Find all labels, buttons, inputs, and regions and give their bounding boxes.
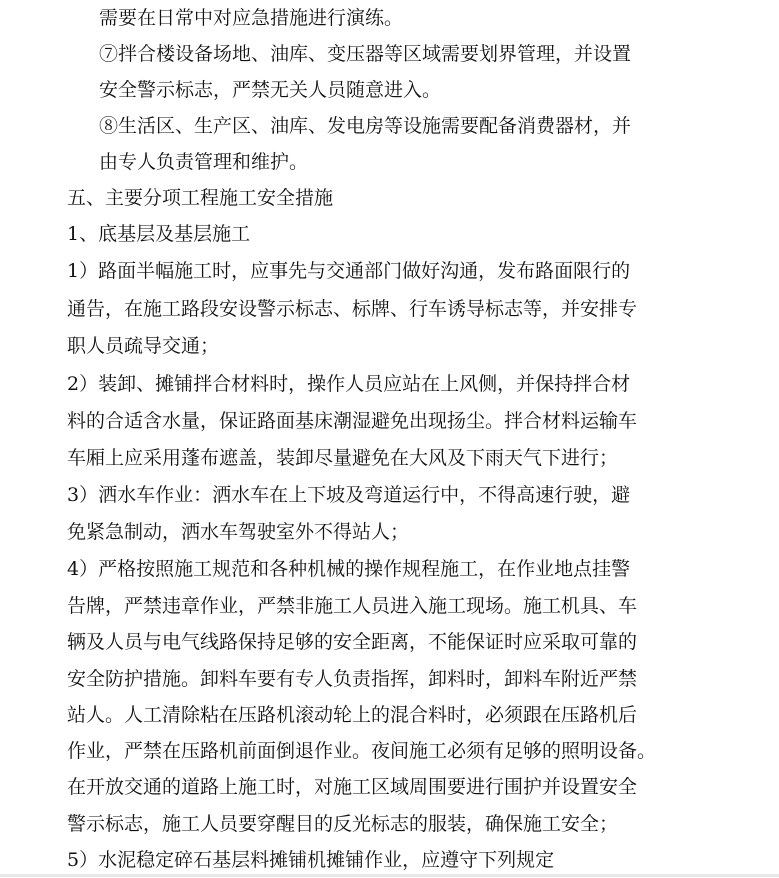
text-line: 安全警示标志，严禁无关人员随意进入。 — [99, 79, 442, 101]
text-line: 需要在日常中对应急措施进行演练。 — [99, 7, 404, 29]
text-line: 职人员疏导交通； — [67, 335, 220, 357]
text-line: 料的合适含水量，保证路面基床潮湿避免出现扬尘。拌合材料运输车 — [67, 410, 638, 432]
text-line: 1）路面半幅施工时，应事先与交通部门做好沟通，发布路面限行的 — [67, 260, 631, 282]
text-line: 警示标志，施工人员要穿醒目的反光标志的服装，确保施工安全； — [67, 813, 619, 835]
text-line: 通告，在施工路段安设警示标志、标牌、行车诱导标志等，并安排专 — [67, 298, 638, 320]
section-heading: 五、主要分项工程施工安全措施 — [67, 187, 334, 209]
text-line: 5）水泥稳定碎石基层料摊铺机摊铺作业，应遵守下列规定 — [67, 849, 555, 871]
text-line: 安全防护措施。卸料车要有专人负责指挥，卸料时，卸料车附近严禁 — [67, 668, 638, 690]
text-line: 辆及人员与电气线路保持足够的安全距离，不能保证时应采取可靠的 — [67, 631, 638, 653]
text-line: 2）装卸、摊铺拌合材料时，操作人员应站在上风侧，并保持拌合材 — [67, 373, 631, 395]
text-line: ⑦拌合楼设备场地、油库、变压器等区域需要划界管理，并设置 — [99, 43, 632, 65]
text-line: 免紧急制动，洒水车驾驶室外不得站人； — [67, 521, 410, 543]
text-line: ⑧生活区、生产区、油库、发电房等设施需要配备消费器材，并 — [99, 115, 632, 137]
text-line: 告牌，严禁违章作业，严禁非施工人员进入施工现场。施工机具、车 — [67, 595, 638, 617]
text-line: 3）洒水车作业：洒水车在上下坡及弯道运行中，不得高速行驶，避 — [67, 484, 631, 506]
text-line: 由专人负责管理和维护。 — [99, 151, 309, 173]
subsection-heading: 1、底基层及基层施工 — [67, 223, 251, 245]
text-line: 在开放交通的道路上施工时，对施工区域周围要进行围护并设置安全 — [67, 776, 638, 798]
text-line: 4）严格按照施工规范和各种机械的操作规程施工，在作业地点挂警 — [67, 558, 631, 580]
text-line: 站人。人工清除粘在压路机滚动轮上的混合料时，必须跟在压路机后 — [67, 704, 638, 726]
text-line: 车厢上应采用蓬布遮盖，装卸尽量避免在大风及下雨天气下进行； — [67, 447, 619, 469]
text-line: 作业，严禁在压路机前面倒退作业。夜间施工必须有足够的照明设备。 — [67, 740, 657, 762]
